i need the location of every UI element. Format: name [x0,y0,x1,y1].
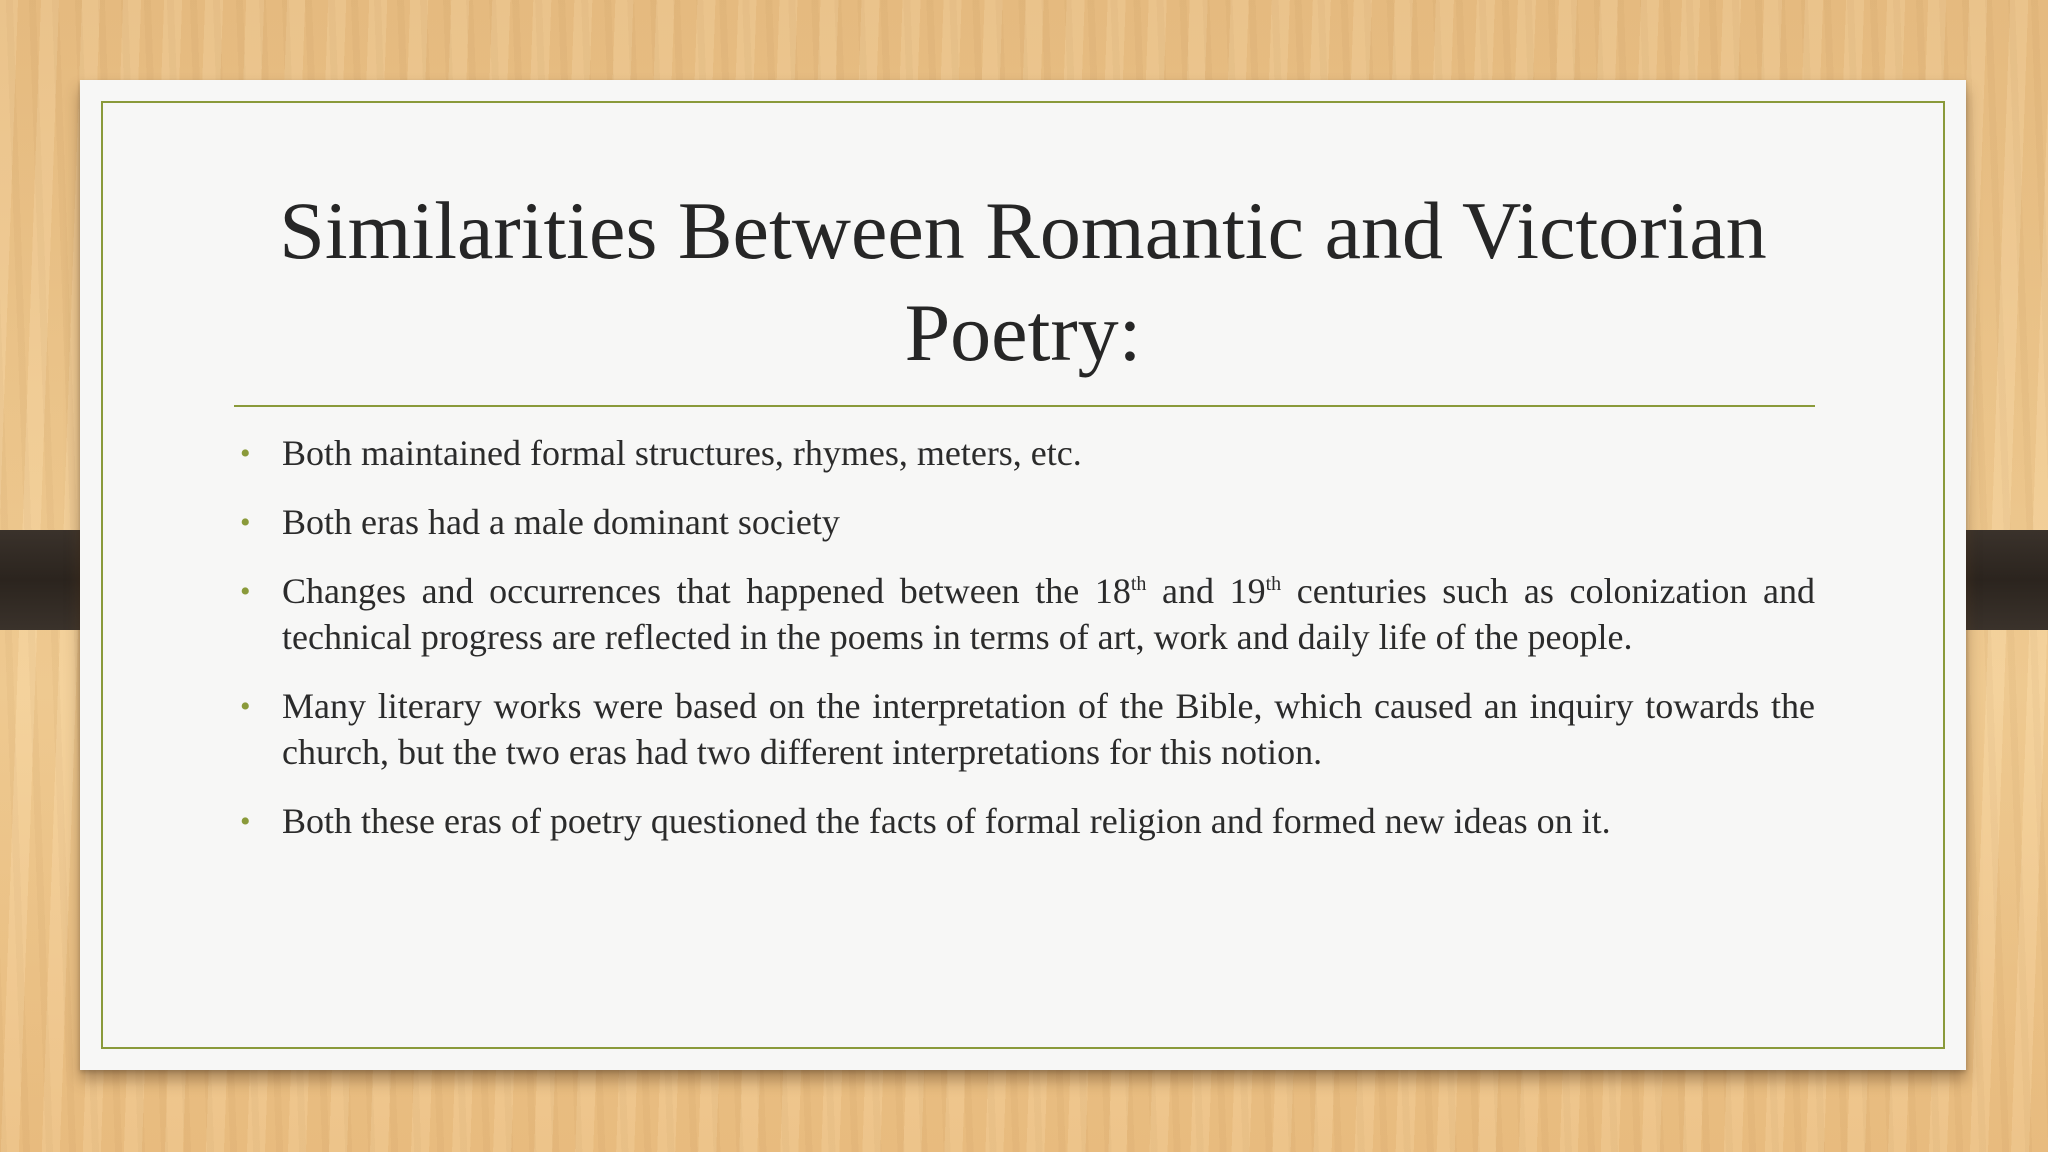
bullet-list [234,430,1815,867]
bullet-dot-icon: • [240,805,251,838]
bullet-item [234,683,1815,775]
bullet-text: Both eras had a male dominant society [282,502,840,542]
bullet-text-part: Changes and occurrences that happened between the 18 [282,571,1131,611]
bullet-dot-icon: • [240,690,251,723]
bullet-dot-icon: • [240,437,251,470]
bullet-item [234,798,1815,844]
bullet-item [234,430,1815,476]
title-divider [234,405,1815,407]
superscript-th: th [1130,573,1147,595]
slide [80,80,1966,1070]
bullet-dot-icon: • [240,575,251,608]
bullet-item [234,568,1815,660]
bullet-text: Both these eras of poetry questioned the facts of formal religion and formed new ideas on it. [282,801,1611,841]
slide-title: Similarities Between Romantic and Victorian Poetry: [279,185,1767,378]
superscript-th: th [1265,573,1282,595]
bullet-text: Both maintained formal structures, rhymes, meters, etc. [282,433,1082,473]
bullet-text-part: centuries such as colonization and technical progress are reflected in the poems in terms of art, work and daily life of the people. [282,571,1815,657]
bullet-text-part: and 19 [1146,571,1266,611]
bullet-text: Many literary works were based on the interpretation of the Bible, which caused an inquiry towards the church, but the two eras had two different interpretations for this notion. [282,686,1815,772]
bullet-dot-icon: • [240,506,251,539]
bullet-item [234,499,1815,545]
